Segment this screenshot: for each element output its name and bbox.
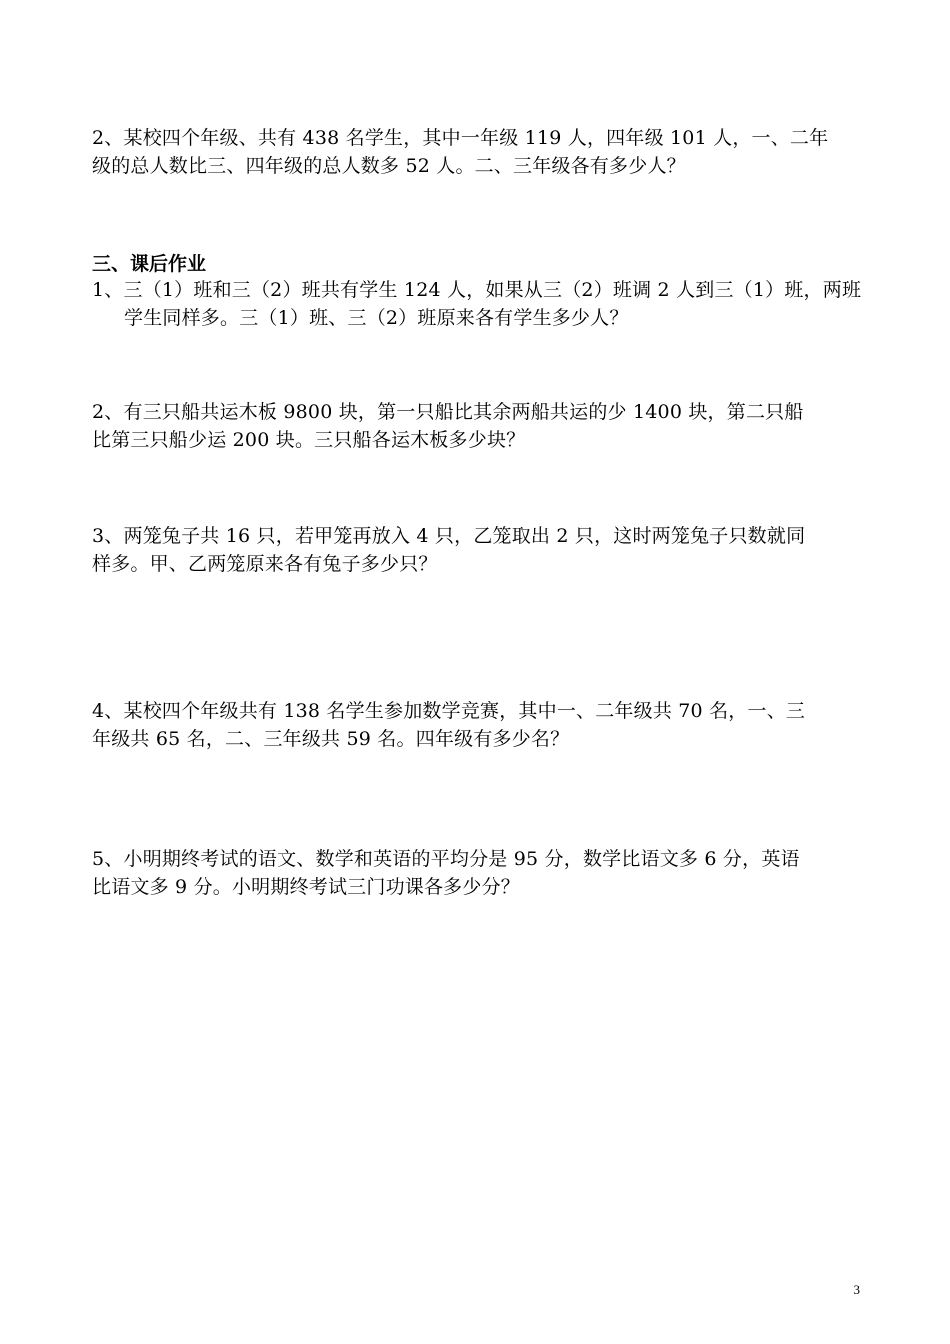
problem-line: 比语文多 9 分。小明期终考试三门功课各多少分？ bbox=[92, 876, 520, 898]
problem-line: 3、两笼兔子共 16 只，若甲笼再放入 4 只，乙笼取出 2 只，这时两笼兔子只数就同 bbox=[92, 525, 806, 547]
problem-line: 年级共 65 名，二、三年级共 59 名。四年级有多少名？ bbox=[92, 728, 570, 750]
problem-line: 1、三（1）班和三（2）班共有学生 124 人，如果从三（2）班调 2 人到三（1）班，两班 bbox=[92, 279, 862, 301]
problem-line: 4、某校四个年级共有 138 名学生参加数学竞赛，其中一、二年级共 70 名，一、三 bbox=[92, 700, 806, 722]
problem-line: 样多。甲、乙两笼原来各有兔子多少只？ bbox=[92, 553, 438, 575]
problem-line: 5、小明期终考试的语文、数学和英语的平均分是 95 分，数学比语文多 6 分，英语 bbox=[92, 848, 800, 870]
problem-2-grade-students bbox=[92, 124, 862, 180]
homework-problem-5 bbox=[92, 845, 862, 901]
problem-line: 比第三只船少运 200 块。三只船各运木板多少块？ bbox=[92, 429, 526, 451]
problem-line: 2、某校四个年级、共有 438 名学生，其中一年级 119 人，四年级 101 人，一、二年 bbox=[92, 127, 829, 149]
homework-problem-1 bbox=[92, 276, 862, 332]
homework-problem-3 bbox=[92, 522, 862, 578]
problem-line: 学生同样多。三（1）班、三（2）班原来各有学生多少人？ bbox=[124, 307, 629, 329]
page-number: 3 bbox=[853, 1282, 860, 1297]
homework-problem-2 bbox=[92, 398, 862, 454]
section-heading-homework: 三、课后作业 bbox=[92, 253, 207, 275]
problem-line: 级的总人数比三、四年级的总人数多 52 人。二、三年级各有多少人？ bbox=[92, 155, 686, 177]
homework-problem-4 bbox=[92, 697, 862, 753]
problem-line: 2、有三只船共运木板 9800 块，第一只船比其余两船共运的少 1400 块，第二只船 bbox=[92, 401, 804, 423]
